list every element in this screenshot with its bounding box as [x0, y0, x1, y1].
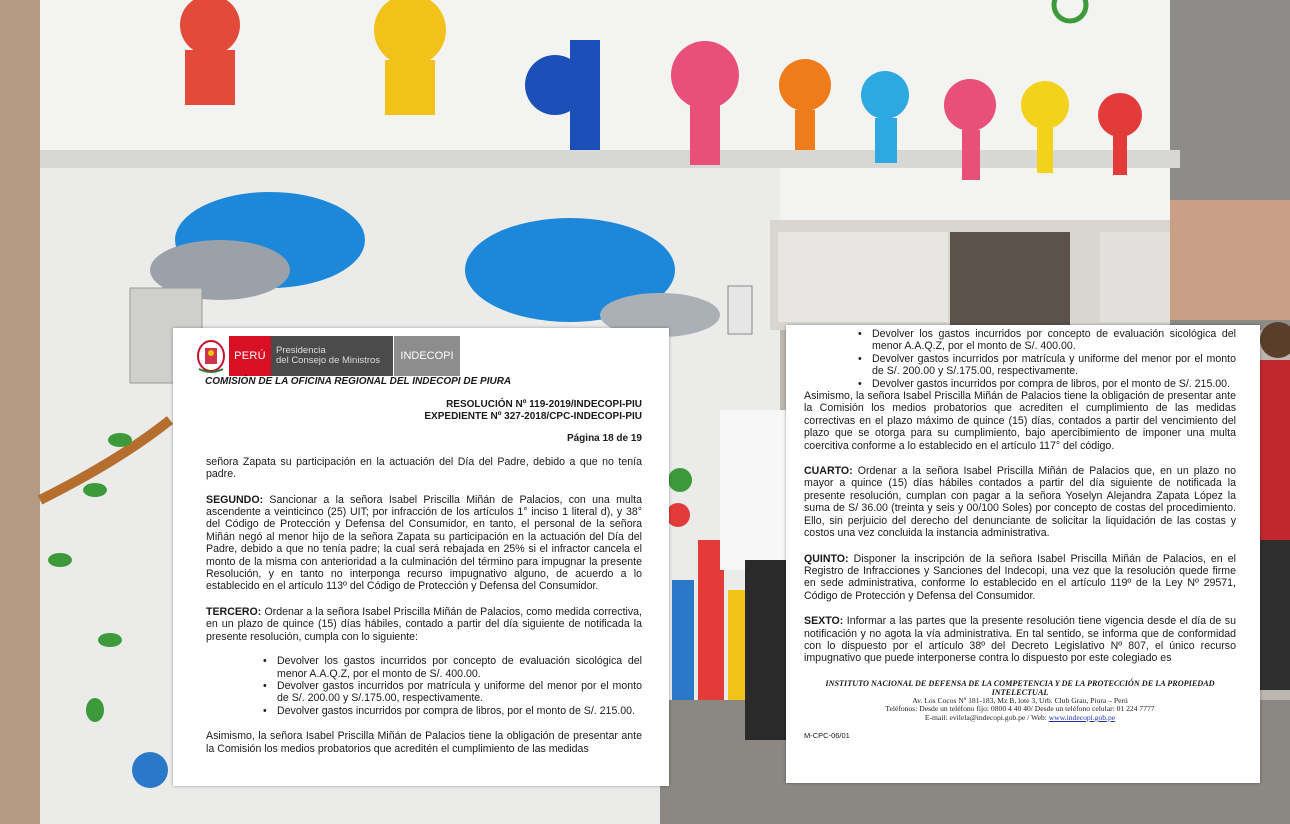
indecopi-logo-bar: [193, 336, 642, 376]
list-item: • Devolver gastos incurridos por compra de libros, por el monto de S/. 215.00.: [858, 378, 1236, 390]
cuarto-label: CUARTO:: [804, 465, 853, 478]
page-number: Página 18 de 19: [566, 433, 642, 445]
paragraph-cuarto: [804, 465, 1236, 539]
pcm-line-2: del Consejo de Ministros: [276, 355, 381, 366]
paragraph-continuation: señora Zapata su participación en la actuación del Día del Padre, debido a que no tenía padre.: [206, 455, 642, 481]
list-item: • Devolver los gastos incurridos por concepto de evaluación sicológica del menor A.A.Q.Z, por el monto de S/. 400.00.: [263, 655, 642, 680]
quinto-label: QUINTO:: [804, 552, 849, 565]
sexto-label: SEXTO:: [804, 615, 844, 628]
document-page-left: [173, 328, 669, 786]
peru-coat-of-arms-icon: [193, 336, 229, 376]
footer-email: E-mail: evilela@indecopi.gob.pe / Web:: [924, 712, 1049, 722]
document-page-right: [786, 325, 1260, 783]
footer-contact: [804, 714, 1236, 723]
corrective-measures-list: [858, 328, 1236, 390]
sexto-text: Informar a las partes que la presente resolución tiene vigencia desde el día de su notificación y no agota la vía administrativa. En tal sentido, se informa que de conformidad con lo dispuesto por el artículo 38º del Decreto Legislativo Nº 807, el único recurso impugnativo que puede interponerse contra lo dispuesto por este colegiado es: [804, 615, 1236, 665]
segundo-label: SEGUNDO:: [206, 493, 264, 506]
paragraph-segundo: [206, 494, 642, 593]
footer-institute-line-1: INSTITUTO NACIONAL DE DEFENSA DE LA COMPETENCIA Y DE LA PROTECCIÓN DE LA PROPIEDAD: [825, 678, 1215, 688]
quinto-text: Disponer la inscripción de la señora Isabel Priscilla Miñán de Palacios, en el Registro de Infracciones y Sanciones del Indecopi, una vez que la resolución quede firme en sede administrativa, conforme lo establecido en el artículo 119º de la Ley Nº 29571, Código de Protección y Defensa del Consumidor.: [804, 552, 1236, 602]
form-code: M-CPC-06/01: [804, 730, 850, 740]
list-item: • Devolver gastos incurridos por compra de libros, por el monto de S/. 215.00.: [263, 705, 642, 717]
paragraph-sexto: [804, 615, 1236, 665]
paragraph-asimismo: Asimismo, la señora Isabel Priscilla Miñán de Palacios tiene la obligación de presentar ante la Comisión los medios probatorios que acrediten el cumplimiento de las medidas correctivas en el plazo máximo de quince (15) días, contados a partir del vencimiento del plazo que se otorga para su cumplimiento, bajo apercibimiento de imponer una multa coercitiva conforme a lo establecido en el artículo 117° del código.: [804, 390, 1236, 452]
footer-website-link[interactable]: www.indecopi.gob.pe: [1048, 712, 1116, 722]
page-footer: [804, 679, 1236, 723]
list-item: • Devolver gastos incurridos por matrícula y uniforme del menor por el monto de S/. 200.00 y S/.175.00, respectivamente.: [858, 353, 1236, 378]
peru-label: PERÚ: [229, 336, 271, 376]
footer-address: Av. Los Cocos Nº 181-183, Mz B, lote 3, Urb. Club Grau, Piura – Perú: [912, 695, 1128, 705]
pcm-label: [271, 336, 393, 376]
list-item: • Devolver los gastos incurridos por concepto de evaluación sicológica del menor A.A.Q.Z, por el monto de S/. 400.00.: [858, 328, 1236, 353]
footer-institute-line-2: INTELECTUAL: [991, 687, 1049, 697]
footer-phones: Teléfonos: Desde un teléfono fijo: 0800 4 40 40/ Desde un teléfono celular: 01 224 7777: [885, 704, 1155, 714]
cuarto-text: Ordenar a la señora Isabel Priscilla Miñán de Palacios que, en un plazo no mayor a quince (15) días hábiles contados a partir del día siguiente de notificada la presente resolución, cumplan con pagar a la señora Yoselyn Alejandra Zapata López la suma de S/ 36.00 (treinta y seis y 00/100 Soles) por concepto de costas del procedimiento. Ello, sin perjuicio del derecho del denunciante de solicitar la liquidación de las costas y costos una vez concluida la instancia administrativa.: [804, 465, 1236, 540]
tercero-label: TERCERO:: [206, 605, 262, 618]
resolution-number: RESOLUCIÓN Nº 119-2019/INDECOPI-PIU: [446, 399, 642, 411]
expediente-number: EXPEDIENTE Nº 327-2018/CPC-INDECOPI-PIU: [424, 411, 642, 423]
tercero-text: Ordenar a la señora Isabel Priscilla Miñán de Palacios, como medida correctiva, en un plazo de quince (15) días hábiles, contado a partir del día siguiente de notificada la presente resolución, cumpla con lo siguiente:: [206, 605, 642, 643]
resolution-reference: [206, 399, 642, 423]
paragraph-tercero: [206, 606, 642, 643]
list-item: • Devolver gastos incurridos por matrícula y uniforme del menor por el monto de S/. 200.00 y S/.175.00, respectivamente.: [263, 680, 642, 705]
pcm-line-1: Presidencia: [276, 345, 326, 356]
footer-institute: [804, 679, 1236, 697]
segundo-text: Sancionar a la señora Isabel Priscilla Miñán de Palacios, con una multa ascendente a veinticinco (25) UIT; por infracción de los artículos 1° inciso 1 literal d), y 38° del Código de Protección y Defensa del Consumidor, en tanto, el personal de la señora Miñán negó al menor hijo de la señora Zapata su participación en la actuación del Día del Padre, debido a que no tenía padre; la cual será rebajada en 25% si el infractor cancela el monto de la misma con anterioridad a la culminación del término para impugnar la presente Resolución, y en tanto no interponga recurso impugnativo alguno, de acuerdo a lo establecido en el artículo 113º del Código de Protección y Defensa del Consumidor.: [206, 493, 642, 593]
paragraph-asimismo: Asimismo, la señora Isabel Priscilla Miñán de Palacios tiene la obligación de presentar ante la Comisión los medios probatorios que acreditén el cumplimiento de las medidas: [206, 730, 642, 755]
indecopi-label: INDECOPI: [394, 336, 460, 376]
paragraph-quinto: [804, 553, 1236, 603]
commission-heading: COMISIÓN DE LA OFICINA REGIONAL DEL INDECOPI DE PIURA: [205, 376, 512, 387]
corrective-measures-list: [263, 655, 642, 717]
